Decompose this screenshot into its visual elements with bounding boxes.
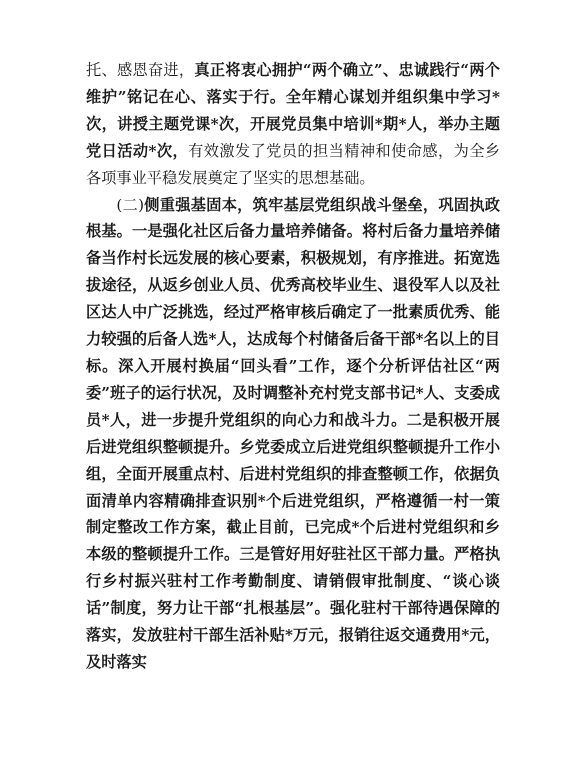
subpoint-heading-1: 一是强化社区后备力量培养储备。: [132, 222, 363, 241]
text-segment-bold: 拓宽选拔途径，从返乡创业人员、优秀高校毕业生、退役军人以及社区达人中广泛挑选，经过严格审核后确定了一批素质优秀、能力较强的后备人选*人，达成每个村储备后备干部*名以上的目标。: [86, 249, 501, 375]
text-segment-bold: 深入开展村换届“回头看”工作，逐个分析评估社区“两委”班子的运行状况，及时调整补充村党支部书记*人、支委成员*人，进一步提升党组织的向心力和战斗力。: [86, 356, 500, 429]
text-segment-bold: 乡党委成立后进党组织整顿提升工作小组，全面开展重点村、后进村党组织的排查整顿工作，依据负面清单内容精确排查识别*个后进党组织，严格遵循一村一策制定整改工作方案，截止目前，: [86, 437, 501, 537]
document-body: [86, 57, 500, 676]
text-segment: 托、感恩奋进，: [86, 61, 195, 79]
text-segment-bold: 已完成*个后进村党组织和乡本级的整顿提升工作。: [86, 518, 500, 564]
paragraph-2: [86, 192, 500, 676]
text-segment-bold: 将村后备力量培养储备当作村长远发展的核心要素，积极规划，有序推进。: [86, 222, 501, 268]
section-number: (二): [116, 195, 145, 214]
text-segment: 有效激发了党员的担当精神和使命感，为全乡各项事业平稳发展奠定了坚实的思想基础。: [86, 141, 500, 187]
section-heading: 侧重强基固本，筑牢基层党组织战斗堡垒，巩固执政根基。: [86, 195, 500, 241]
paragraph-1: [86, 57, 500, 192]
subpoint-heading-3: 三是管好用好驻社区干部力量。: [239, 545, 455, 564]
text-segment-bold: 强化驻村干部待遇保障的落实，发放驻村干部生活补贴*万元，报销往返交通费用*元，及时落实: [86, 599, 500, 671]
subpoint-heading-2: 二是积极开展后进党组织整顿提升。: [86, 410, 500, 456]
text-segment-bold: 严格执行乡村振兴驻村工作考勤制度、请销假审批制度、“谈心谈话”制度，努力让干部“扎根基层”。: [86, 545, 501, 618]
text-segment-bold: 真正将衷心拥护“两个确立”、忠诚践行“两个维护”铭记在心、落实于行。全年精心谋划并组织集中学习*次，讲授主题党课*次，开展党员集中培训*期*人，举办主题党日活动*次，: [86, 61, 500, 160]
